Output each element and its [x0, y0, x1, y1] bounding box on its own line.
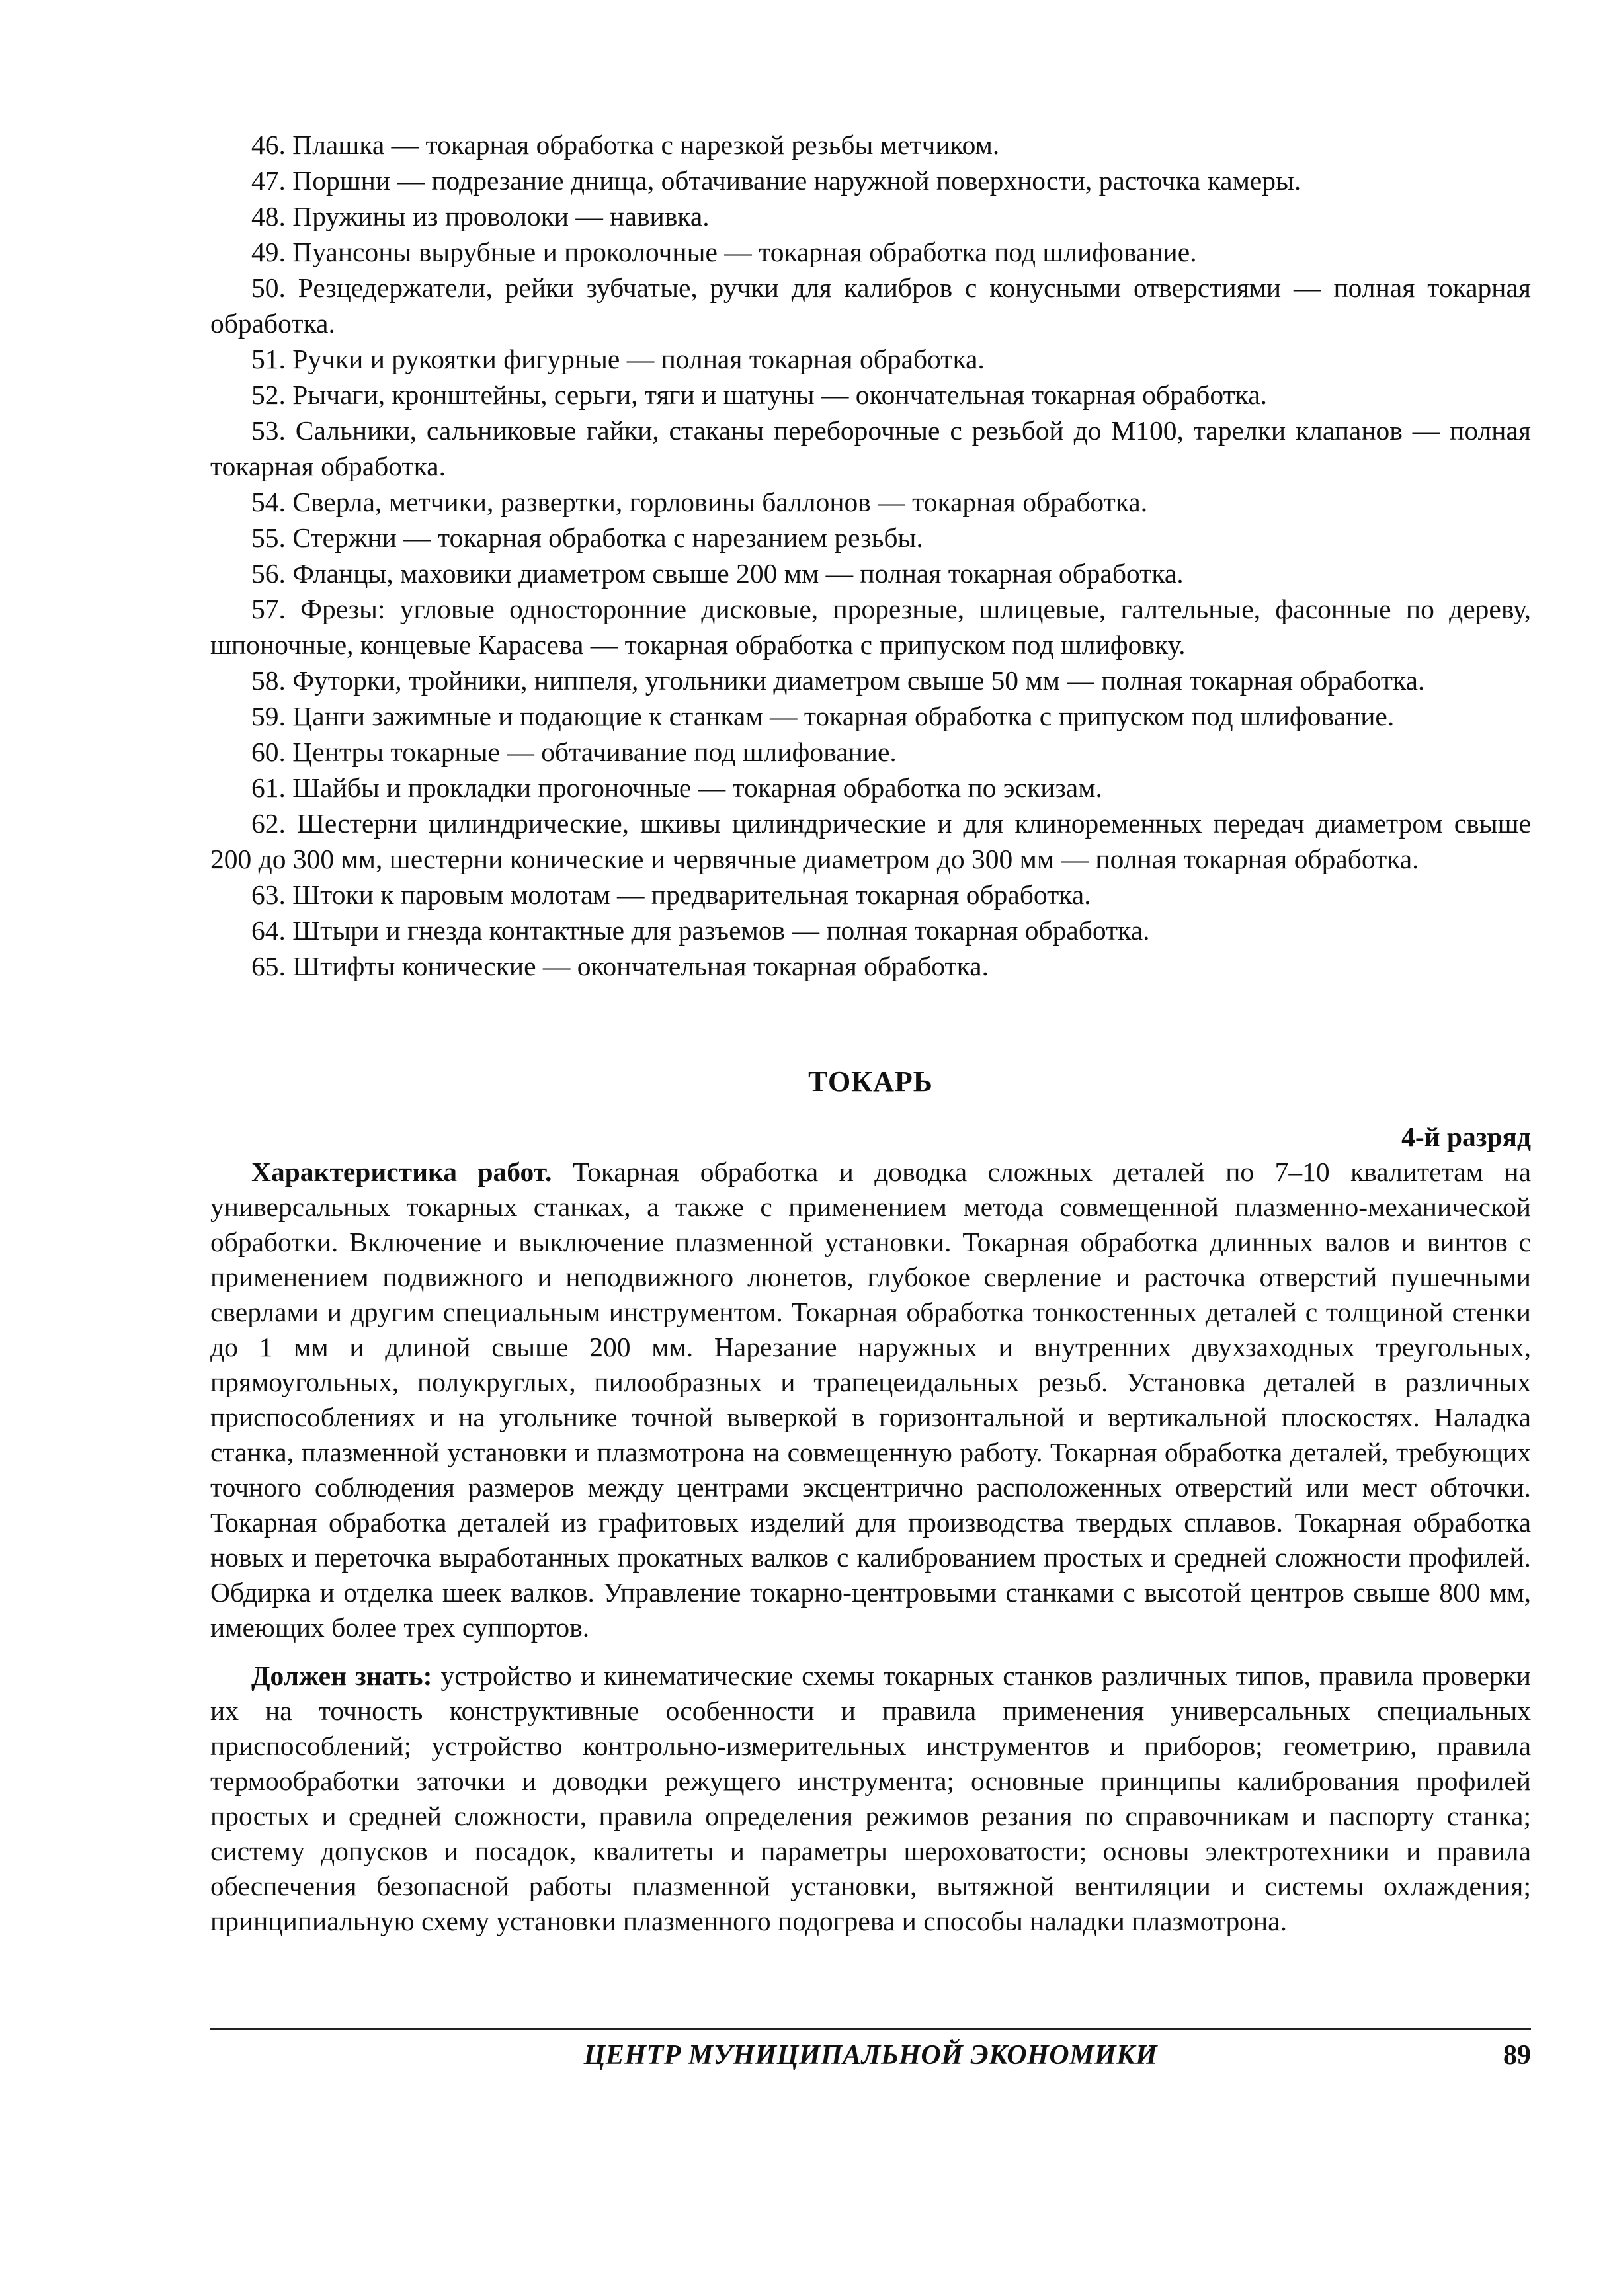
- list-item: 60. Центры токарные — обтачивание под шлифование.: [251, 737, 897, 767]
- list-item: 65. Штифты конические — окончательная токарная обработка.: [251, 951, 989, 981]
- list-item: 48. Пружины из проволоки — навивка.: [251, 201, 710, 231]
- list-item: 61. Шайбы и прокладки прогоночные — токарная обработка по эскизам.: [251, 772, 1102, 803]
- list-item: 55. Стержни — токарная обработка с нарезанием резьбы.: [251, 522, 923, 553]
- knowledge-label: Должен знать:: [251, 1660, 433, 1691]
- document-page: [210, 127, 1531, 1939]
- list-item: 47. Поршни — подрезание днища, обтачивание наружной поверхности, расточка камеры.: [251, 165, 1301, 196]
- characteristics-paragraph: [210, 1155, 1531, 1645]
- list-item: 57. Фрезы: угловые односторонние дисковые, прорезные, шлицевые, галтельные, фасонные по дереву, шпоночные, концевые Карасева — токарная обработка с припуском под шлифовку.: [210, 594, 1531, 660]
- list-item: 59. Цанги зажимные и подающие к станкам — токарная обработка с припуском под шлифование.: [251, 701, 1395, 731]
- footer-publisher: ЦЕНТР МУНИЦИПАЛЬНОЙ ЭКОНОМИКИ: [583, 2040, 1158, 2070]
- list-item: 63. Штоки к паровым молотам — предварительная токарная обработка.: [251, 880, 1091, 910]
- list-item: 53. Сальники, сальниковые гайки, стаканы переборочные с резьбой до М100, тарелки клапанов — полная токарная обработка.: [210, 415, 1531, 481]
- section-title: ТОКАРЬ: [808, 1065, 933, 1098]
- list-item: 46. Плашка — токарная обработка с нарезкой резьбы метчиком.: [251, 130, 1000, 160]
- knowledge-text: устройство и кинематические схемы токарных станков различных типов, правила проверки их на точность конструктивные особенности и правила применения универсальных специальных приспособлений; устройство контрольно-измерительных инструментов и приборов; геометрию, правила термообработки заточки и доводки режущего инструмента; основные принципы калибрования профилей простых и средней сложности, правила определения режимов резания по справочникам и паспорту станка; систему допусков и посадок, квалитеты и параметры шероховатости; основы электротехники и правила обеспечения безопасной работы плазменной установки, вытяжной вентиляции и системы охлаждения; принципиальную схему установки плазменного подогрева и способы наладки плазмотрона.: [210, 1660, 1532, 1936]
- page-footer: [210, 2028, 1531, 2076]
- knowledge-paragraph: [210, 1659, 1531, 1939]
- list-item: 50. Резцедержатели, рейки зубчатые, ручки для калибров с конусными отверстиями — полная токарная обработка.: [210, 272, 1531, 339]
- list-item: 52. Рычаги, кронштейны, серьги, тяги и шатуны — окончательная токарная обработка.: [251, 380, 1267, 410]
- work-list: [210, 127, 1531, 984]
- grade-heading: 4-й разряд: [1401, 1122, 1531, 1152]
- list-item: 49. Пуансоны вырубные и проколочные — токарная обработка под шлифование.: [251, 237, 1197, 267]
- list-item: 51. Ручки и рукоятки фигурные — полная токарная обработка.: [251, 344, 985, 374]
- characteristics-text: Токарная обработка и доводка сложных деталей по 7–10 квалитетам на универсальных токарных станках, а также с применением метода совмещенной плазменно-механической обработки. Включение и выключение плазменной установки. Токарная обработка длинных валов и винтов с применением подвижного и неподвижного люнетов, глубокое сверление и расточка отверстий пушечными сверлами и другим специальным инструментом. Токарная обработка тонкостенных деталей с толщиной стенки до 1 мм и длиной свыше 200 мм. Нарезание наружных и внутренних двухзаходных треугольных, прямоугольных, полукруглых, пилообразных и трапецеидальных резьб. Установка деталей в различных приспособлениях и на угольнике точной выверкой в горизонтальной и вертикальной плоскостях. Наладка станка, плазменной установки и плазмотрона на совмещенную работу. Токарная обработка деталей, требующих точного соблюдения размеров между центрами эксцентрично расположенных отверстий или мест обточки. Токарная обработка деталей из графитовых изделий для производства твердых сплавов. Токарная обработка новых и переточка выработанных прокатных валков с калиброванием простых и средней сложности профилей. Обдирка и отделка шеек валков. Управление токарно-центровыми станками с высотой центров свыше 800 мм, имеющих более трех суппортов.: [210, 1157, 1531, 1643]
- list-item: 62. Шестерни цилиндрические, шкивы цилиндрические и для клиноременных передач диаметром свыше 200 до 300 мм, шестерни конические и червячные диаметром до 300 мм — полная токарная обработка.: [210, 808, 1531, 874]
- list-item: 64. Штыри и гнезда контактные для разъемов — полная токарная обработка.: [251, 915, 1150, 946]
- characteristics-label: Характеристика работ.: [251, 1157, 552, 1187]
- list-item: 54. Сверла, метчики, развертки, горловины баллонов — токарная обработка.: [251, 487, 1148, 517]
- list-item: 56. Фланцы, маховики диаметром свыше 200 мм — полная токарная обработка.: [251, 558, 1184, 589]
- list-item: 58. Футорки, тройники, ниппеля, угольники диаметром свыше 50 мм — полная токарная обработка.: [251, 665, 1425, 696]
- page-number: 89: [1503, 2040, 1531, 2070]
